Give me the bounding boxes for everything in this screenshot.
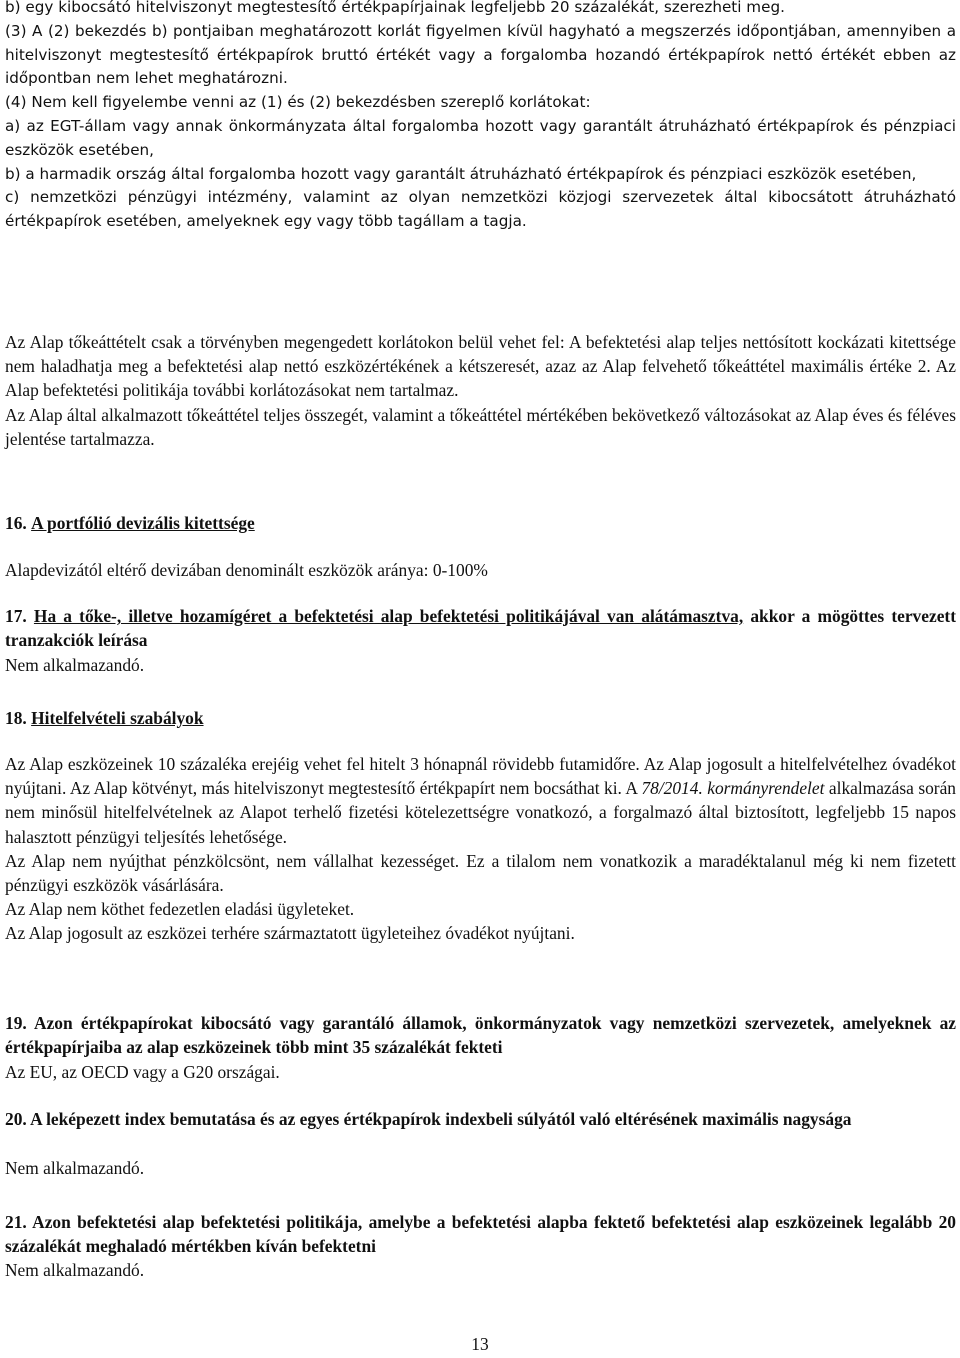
leverage-section bbox=[5, 330, 956, 451]
section-20-number: 20. bbox=[5, 1109, 27, 1129]
leverage-paragraph-2: Az Alap által alkalmazott tőkeáttétel teljes összegét, valamint a tőkeáttétel mértékében bekövetkező változásokat az Alap éves és féléves jelentése tartalmazza. bbox=[5, 404, 956, 449]
paragraph-3: (3) A (2) bekezdés b) pontjaiban meghatározott korlát figyelmen kívül hagyható a megszerzés időpontjában, amennyiben a hitelviszonyt megtestesítő értékpapírok bruttó értékét vagy a forgalomba hozandó értékpapírok nettó értékét ebben az időpontban nem lehet meghatározni. bbox=[5, 21, 956, 88]
item-4a: a) az EGT-állam vagy annak önkormányzata által forgalomba hozott vagy garantált átruházható értékpapírok és pénzpiaci eszközök esetében, bbox=[5, 116, 956, 159]
section-18-body bbox=[5, 752, 956, 946]
leverage-paragraph-1: Az Alap tőkeáttételt csak a törvényben megengedett korlátokon belül vehet fel: A befektetési alap teljes nettósított kockázati kitettsége nem haladhatja meg a befektetési alap nettó eszközértékének a kétszeresét, azaz az Alap felvehető tőkeáttétel maximális értéke 2. Az Alap befektetési politikája további korlátozásokat nem tartalmaz. bbox=[5, 332, 956, 401]
section-16-body: Alapdevizától eltérő devizában denominált eszközök aránya: 0-100% bbox=[5, 560, 488, 580]
item-4c: c) nemzetközi pénzügyi intézmény, valamint az olyan nemzetközi közjogi szervezetek által kibocsátott átruházható értékpapírok esetében, amelyeknek egy vagy több tagállam a tagja. bbox=[5, 188, 956, 231]
section-21-title: Azon befektetési alap befektetési politikája, amelybe a befektetési alapba fektető befektetési alap eszközeinek legalább 20 százalékát meghaladó mértékben kíván befektetni bbox=[5, 1212, 957, 1257]
section-19-number: 19. bbox=[5, 1013, 27, 1033]
section-17-body: Nem alkalmazandó. bbox=[5, 655, 145, 675]
paragraph-2b bbox=[5, 0, 956, 234]
section-18-paragraph-4: Az Alap jogosult az eszközei terhére származtatott ügyleteihez óvadékot nyújtani. bbox=[5, 923, 575, 944]
item-4b: b) a harmadik ország által forgalomba hozott vagy garantált átruházható értékpapírok és pénzpiaci eszközök esetében, bbox=[5, 164, 917, 183]
section-16-number: 16. bbox=[5, 513, 27, 533]
section-21-heading bbox=[5, 1210, 956, 1258]
item-2b: b) egy kibocsátó hitelviszonyt megtestesítő értékpapírjainak legfeljebb 20 százalékát, szerezheti meg. bbox=[5, 0, 785, 16]
section-18-title: Hitelfelvételi szabályok bbox=[31, 708, 204, 728]
section-19-heading bbox=[5, 1011, 956, 1059]
section-19-title: Azon értékpapírokat kibocsátó vagy garantáló államok, önkormányzatok vagy nemzetközi szervezetek, amelyeknek az értékpapírjaiba az alap eszközeinek több mint 35 százalékát fekteti bbox=[5, 1013, 957, 1058]
section-17-title: Ha a tőke-, illetve hozamígéret a befektetési alap befektetési politikájával van alátámasztva, bbox=[33, 606, 744, 626]
section-16-title: A portfólió devizális kitettsége bbox=[31, 513, 255, 533]
section-21-number: 21. bbox=[5, 1212, 27, 1232]
section-18-paragraph-3: Az Alap nem köthet fedezetlen eladási ügyleteket. bbox=[5, 899, 355, 920]
section-18-p1-rest: alkalmazása során nem minősül hitelfelvételnek az Alapot terhelő fizetési kötelezettségre vonatkozó, a forgalmazó által biztosított, legfeljebb 15 napos halasztott pénzügyi teljesítés lehetősége. bbox=[5, 778, 956, 847]
section-18-p1-text: Az Alap eszközeinek 10 százaléka erejéig vehet fel hitelt 3 hónapnál rövidebb futamidőre. Az Alap jogosult a hitelfelvételhez óvadékot nyújtani. Az Alap kötvényt, más hitelviszonyt megtestesítő értékpapírt nem bocsáthat ki. A bbox=[5, 754, 956, 799]
section-16-heading bbox=[5, 511, 956, 535]
paragraph-4: (4) Nem kell figyelembe venni az (1) és (2) bekezdésben szereplő korlátokat: bbox=[5, 93, 591, 112]
regulation-type: kormányrendelet bbox=[702, 778, 825, 799]
section-21-body: Nem alkalmazandó. bbox=[5, 1260, 145, 1280]
section-20-body: Nem alkalmazandó. bbox=[5, 1158, 145, 1178]
section-18-number: 18. bbox=[5, 708, 27, 728]
section-20-title: A leképezett index bemutatása és az egyes értékpapírok indexbeli súlyától való eltérésének maximális nagysága bbox=[30, 1109, 852, 1129]
section-18-paragraph-2: Az Alap nem nyújthat pénzkölcsönt, nem vállalhat kezességet. Ez a tilalom nem vonatkozik a maradéktalanul még ki nem fizetett pénzügyi eszközök vásárlására. bbox=[5, 850, 956, 896]
section-19-body: Az EU, az OECD vagy a G20 országai. bbox=[5, 1062, 280, 1082]
section-18-heading bbox=[5, 706, 956, 730]
regulation-number: 78/2014. bbox=[641, 778, 703, 799]
page-number: 13 bbox=[471, 1334, 489, 1354]
section-17-number: 17. bbox=[5, 606, 27, 626]
section-17-title-rest: akkor a mögöttes tervezett tranzakciók leírása bbox=[5, 606, 956, 651]
section-20-heading bbox=[5, 1107, 956, 1131]
section-17-heading bbox=[5, 604, 956, 652]
section-18-paragraph-1 bbox=[5, 752, 956, 849]
